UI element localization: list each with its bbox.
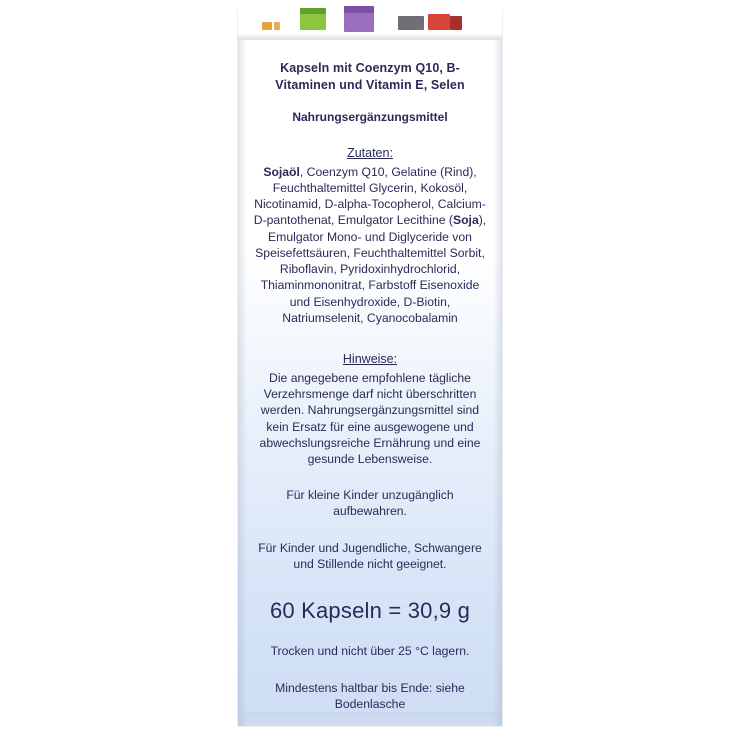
note-children-storage: Für kleine Kinder unzugänglich aufbewahren. xyxy=(286,488,454,519)
package-bottom-shading xyxy=(238,712,502,726)
ingredients-lead: Sojaöl xyxy=(263,164,300,179)
chip-grey-icon xyxy=(398,16,424,30)
chip-purple-dark-icon xyxy=(344,6,374,13)
ingredients-title: Zutaten: xyxy=(347,145,393,160)
ingredients-allergen: Soja xyxy=(452,213,479,228)
ingredients-body: , Coenzym Q10, Gelatine (Rind), Feuchthaltemittel Glycerin, Kokosöl, Nicotinamid, D-alpha-Tocopherol, Calcium-D-pantothenat, Emulgator Lecithine ( xyxy=(253,164,486,228)
chip-red-dark-icon xyxy=(450,16,462,30)
ingredients-text xyxy=(253,164,487,326)
quantity-statement: 60 Kapseln = 30,9 g xyxy=(269,598,471,624)
chip-red-icon xyxy=(428,14,450,30)
package-back-panel xyxy=(247,46,493,713)
chip-orange-2-icon xyxy=(274,22,280,30)
ingredients-body-2: ), Emulgator Mono- und Diglyceride von Speisefettsäuren, Feuchthaltemittel Sorbit, Riboflavin, Pyridoxinhydrochlorid, Thiaminmononitrat, Farbstoff Eisenoxide und Eisenhydroxide, D-Biotin, Natriumselenit, Cyanocobalamin xyxy=(255,213,487,325)
chip-green-dark-icon xyxy=(300,8,326,14)
chip-orange-icon xyxy=(262,22,272,30)
product-headline: Kapseln mit Coenzym Q10, B-Vitaminen und Vitamin E, Selen xyxy=(275,61,465,92)
notes-title: Hinweise: xyxy=(342,351,398,366)
best-before-text: Mindestens haltbar bis Ende: siehe Bodenlasche xyxy=(275,681,465,712)
note-dosage: Die angegebene empfohlene tägliche Verzehrsmenge darf nicht überschritten werden. Nahrungsergänzungsmittel sind kein Ersatz für eine ausgewogene und abwechslungsreiche Ernährung und eine gesunde Lebensweise. xyxy=(259,370,481,467)
product-category: Nahrungsergänzungsmittel xyxy=(292,109,448,124)
note-not-suitable: Für Kinder und Jugendliche, Schwangere und Stillende nicht geeignet. xyxy=(258,540,482,571)
storage-instruction: Trocken und nicht über 25 °C lagern. xyxy=(270,644,470,659)
